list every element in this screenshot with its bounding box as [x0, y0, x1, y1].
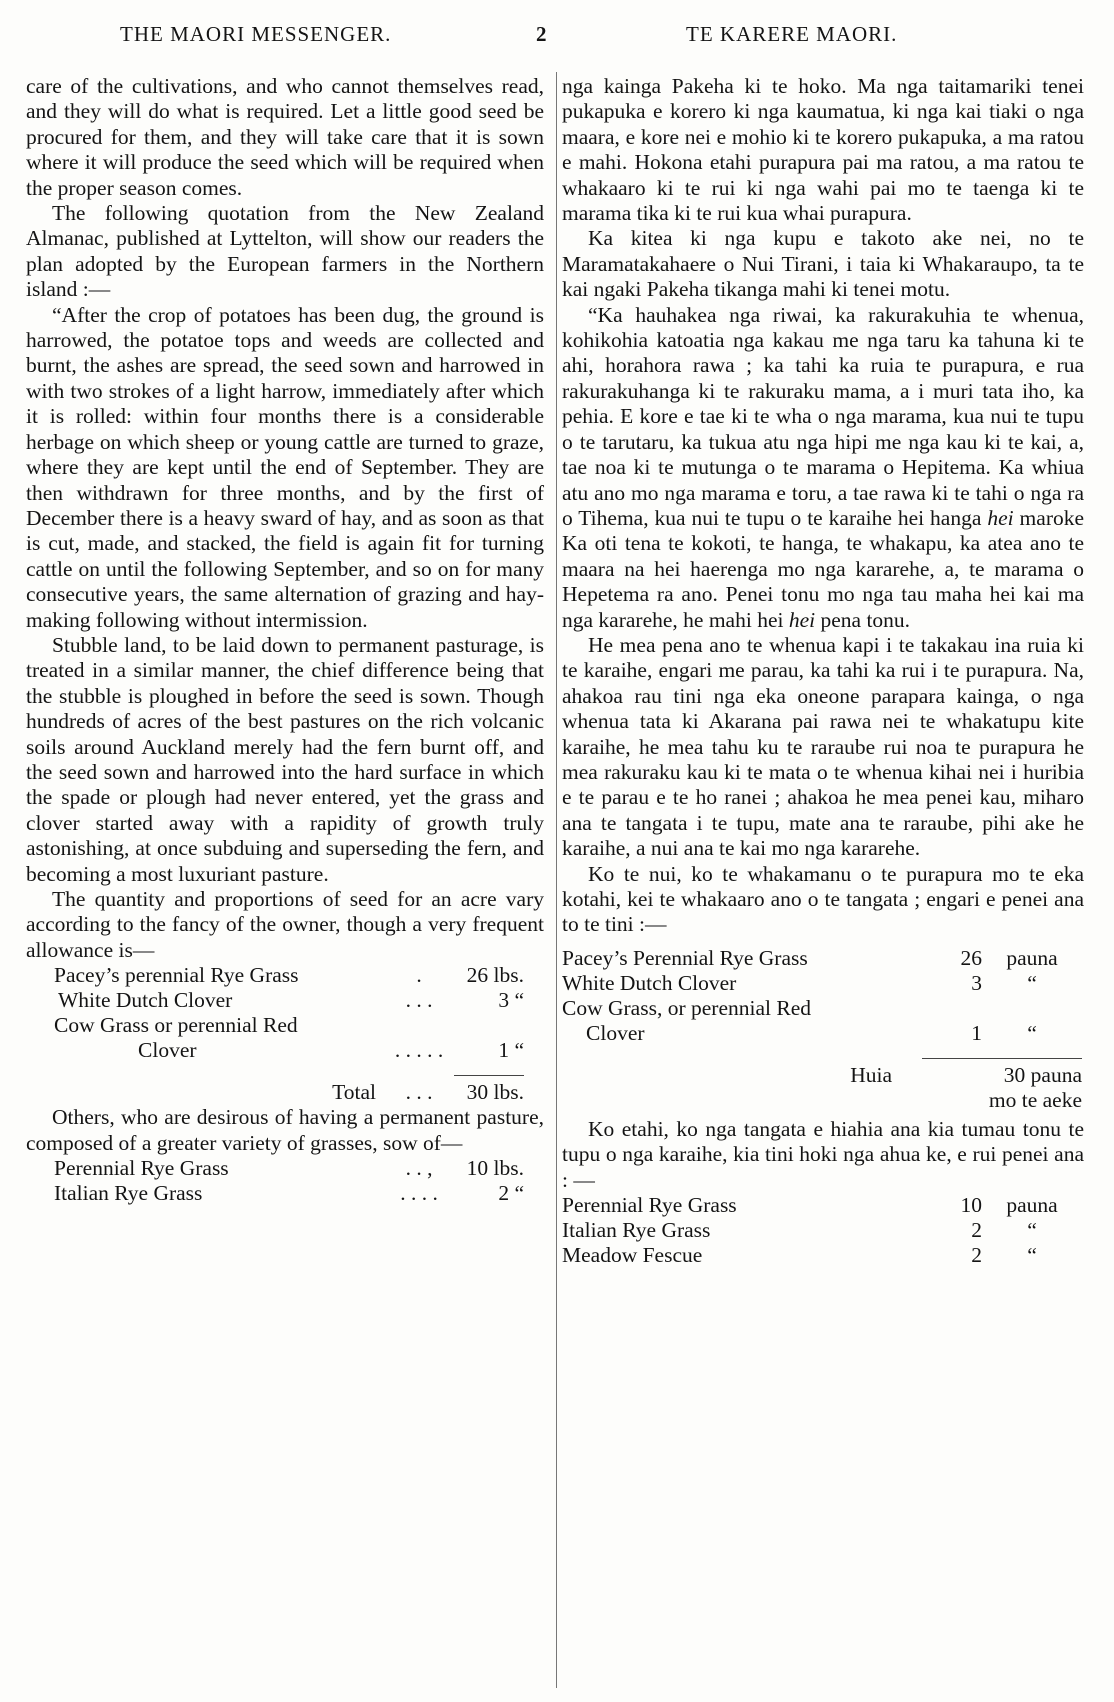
leader-dots: . . . . [400, 1181, 438, 1206]
seed-name: Perennial Rye Grass [54, 1156, 229, 1181]
seed-quantity: 10 lbs. [466, 1156, 524, 1181]
seed-table-maori-2 [562, 1193, 1082, 1268]
maori-text: “Ka hauhakea nga riwai, ka rakurakuhia te whenua, kohikohia katoatia nga kakau me nga taru ka tahuna ki te ahi, horahora rawa ; ka tahi ka ruia te purapura, e rua rakurakuhanga ki te rakuraku mama, a i muri tata iho, ka pehia. E kore e tae ki te wha o nga marama, kua nui te tupu o te tarutaru, ka tukua atu nga hipi me nga kau ki te kai, a, tae noa ki te mutunga o te marama o Hepitema. Ka whiua atu ano mo nga marama e toru, a tae rawa ki te tahi o nga ra o Tihema, kua nui te tupu o te karaihe hei hanga [562, 302, 1084, 530]
leader-dots: . . . [405, 1080, 433, 1105]
total-label: Huia [850, 1062, 892, 1087]
seed-quantity: 3 [971, 970, 982, 995]
maori-paragraph: nga kainga Pakeha ki te hoko. Ma nga taitamariki tenei pukapuka e korero ki nga kaumatua, ki nga kai tiaki o nga maara, e kore nei e mohio ki te korero pukapuka, a ma ratou e mahi. Hokona etahi purapura pai ma ratou, a ma ratou te whakaaro ki te rui ki nga wahi pai mo te taenga ki te marama tika ki te rui kua whai purapura. [562, 74, 1084, 226]
maori-paragraph: Ko te nui, ko te whakamanu o te purapura mo te eka kotahi, kei te whakaaro ano o te tangata ; engari e penei ana to te tini :— [562, 861, 1084, 937]
maori-italic-word: hei [987, 505, 1014, 530]
seed-unit: “ [1027, 1020, 1037, 1045]
seed-table-english-1 [54, 963, 524, 1105]
maori-text: maroke Ka oti tena te kokoti, te hanga, te whakapu, ka atea ano te maara na hei haerenga mo nga kararehe, a, te marama o Hepetema ra ano. Penei tonu mo nga tau maha hei kai ma nga kararehe, he mahi hei [562, 505, 1085, 632]
total-sub: mo te aeke [988, 1087, 1082, 1112]
table-row [54, 963, 524, 988]
seed-table-english-2 [54, 1156, 524, 1206]
table-row [562, 1218, 1082, 1243]
english-paragraph: “After the crop of potatoes has been dug, the ground is harrowed, the potatoe tops and weeds are collected and burnt, the ashes are spread, the seed sown and harrowed in with two strokes of a light harrow, immediately after which it is rolled: within four months there is a considerable herbage on which sheep or young cattle are turned to graze, where they are kept until the end of September. They are then withdrawn for three months, and by the first of December there is a heavy sward of hay, and as soon as that is cut, made, and stacked, the field is again fit for turning cattle on until the following September, and so on for many consecutive years, the same alternation of grazing and hay-making following without intermission. [26, 302, 544, 632]
seed-unit: “ [1027, 1243, 1037, 1268]
seed-name: Meadow Fescue [562, 1243, 703, 1268]
total-rule [454, 1075, 524, 1076]
seed-quantity: 10 [960, 1193, 982, 1218]
table-row [562, 1193, 1082, 1218]
seed-name: Clover [586, 1020, 645, 1045]
seed-name: Cow Grass or perennial Red [54, 1013, 298, 1038]
seed-quantity: 1 “ [498, 1038, 524, 1063]
total-rule [922, 1058, 1082, 1059]
maori-paragraph [562, 303, 1084, 633]
seed-quantity: 2 [971, 1243, 982, 1268]
seed-unit: “ [1027, 1218, 1037, 1243]
leader-dots: . . . [405, 988, 433, 1013]
maori-paragraph: Ka kitea ki nga kupu e takoto ake nei, no te Maramatakahaere o Nui Tirani, i taia ki Whakaraupo, ta te kai ngaki Pakeha tikanga mahi ki tenei motu. [562, 226, 1084, 302]
maori-column [562, 74, 1084, 1268]
seed-table-maori-1 [562, 946, 1082, 1113]
seed-quantity: 26 [960, 945, 982, 970]
leader-dots: . . , [405, 1156, 433, 1181]
english-paragraph: The quantity and proportions of seed for an acre vary according to the fancy of the owner, though a very frequent allowance is— [26, 887, 544, 962]
table-row [562, 1046, 1082, 1063]
page-number: 2 [536, 22, 548, 46]
seed-quantity: 2 “ [498, 1181, 524, 1206]
seed-name: Perennial Rye Grass [562, 1193, 737, 1218]
seed-unit: pauna [1006, 945, 1058, 970]
maori-text: pena tonu. [820, 607, 911, 632]
seed-name: Pacey’s Perennial Rye Grass [562, 945, 808, 970]
table-row [562, 971, 1082, 996]
header-english-title: THE MAORI MESSENGER. [120, 22, 392, 46]
total-row [562, 1063, 1082, 1088]
page-header [0, 14, 1114, 54]
table-row [562, 1021, 1082, 1046]
seed-name: Pacey’s perennial Rye Grass [54, 963, 299, 988]
seed-name: Italian Rye Grass [54, 1181, 203, 1206]
seed-name: Italian Rye Grass [562, 1218, 711, 1243]
seed-unit: pauna [1006, 1193, 1058, 1218]
maori-paragraph: He mea pena ano te whenua kapi i te takakau ina ruia ki te karaihe, engari me parau, ka tahi ka rui i te purapura. Na, ahakoa rau tini nga eka oneone parapara kainga, o nga whenua tata ki Akarana pai rawa nei te whakatupu kite karaihe, he mea tahu ku te raraube rui noa te purapura he mea rakuraku kau ki te mata o te whenua kihai nei i huribia e te parau e te ho ranei ; ahakoa he mea penei kau, miharo ana te tangata i te tupu, mate ana te raraube, pihi ake he karaihe, a nui ana te kai mo nga kararehe. [562, 632, 1084, 861]
english-column [26, 74, 544, 1206]
seed-quantity: 26 lbs. [466, 963, 524, 988]
table-row [562, 1243, 1082, 1268]
seed-quantity: 3 “ [498, 988, 524, 1013]
seed-name: Cow Grass, or perennial Red [562, 995, 811, 1020]
table-row [54, 1156, 524, 1181]
maori-paragraph: Ko etahi, ko nga tangata e hiahia ana kia tumau tonu te tupu o nga karaihe, kia tini hoki nga ahua ke, e rui penei ana : — [562, 1116, 1084, 1192]
seed-name: Clover [138, 1038, 197, 1063]
seed-quantity: 2 [971, 1218, 982, 1243]
table-row [562, 996, 1082, 1021]
table-row [54, 1063, 524, 1080]
table-row [54, 988, 524, 1013]
seed-quantity: 1 [971, 1020, 982, 1045]
total-row [562, 1088, 1082, 1113]
total-row [54, 1080, 524, 1105]
english-paragraph: Stubble land, to be laid down to permanent pasturage, is treated in a similar manner, the chief difference being that the stubble is ploughed in before the seed is sown. Though hundreds of acres of the best pastures on the rich volcanic soils around Auckland merely had the fern burnt off, and the seed sown and harrowed into the hard surface in which the spade or plough had never entered, yet the grass and clover started away with a rapidity of growth truly astonishing, at once subduing and superseding the fern, and becoming a most luxuriant pasture. [26, 632, 544, 886]
column-divider [556, 72, 557, 1688]
total-value: 30 pauna [1003, 1062, 1082, 1087]
english-paragraph: The following quotation from the New Zealand Almanac, published at Lyttelton, will show our readers the plan adopted by the European farmers in the Northern island :— [26, 201, 544, 302]
leader-dots: . [416, 963, 422, 988]
header-maori-title: TE KARERE MAORI. [686, 22, 898, 46]
table-row [54, 1038, 524, 1063]
table-row [54, 1181, 524, 1206]
table-row [562, 946, 1082, 971]
english-paragraph: care of the cultivations, and who cannot themselves read, and they will do what is required. Let a little good seed be procured for them, and they will take care that it is sown where it will produce the seed which will be required when the proper season comes. [26, 74, 544, 200]
seed-name: White Dutch Clover [562, 970, 737, 995]
total-label: Total [332, 1080, 376, 1105]
total-value: 30 lbs. [466, 1080, 524, 1105]
table-row [54, 1013, 524, 1038]
seed-name: White Dutch Clover [58, 988, 233, 1013]
leader-dots: . . . . . [394, 1038, 444, 1063]
seed-unit: “ [1027, 970, 1037, 995]
maori-italic-word: hei [788, 607, 816, 632]
english-paragraph: Others, who are desirous of having a permanent pasture, composed of a greater variety of grasses, sow of— [26, 1105, 544, 1155]
